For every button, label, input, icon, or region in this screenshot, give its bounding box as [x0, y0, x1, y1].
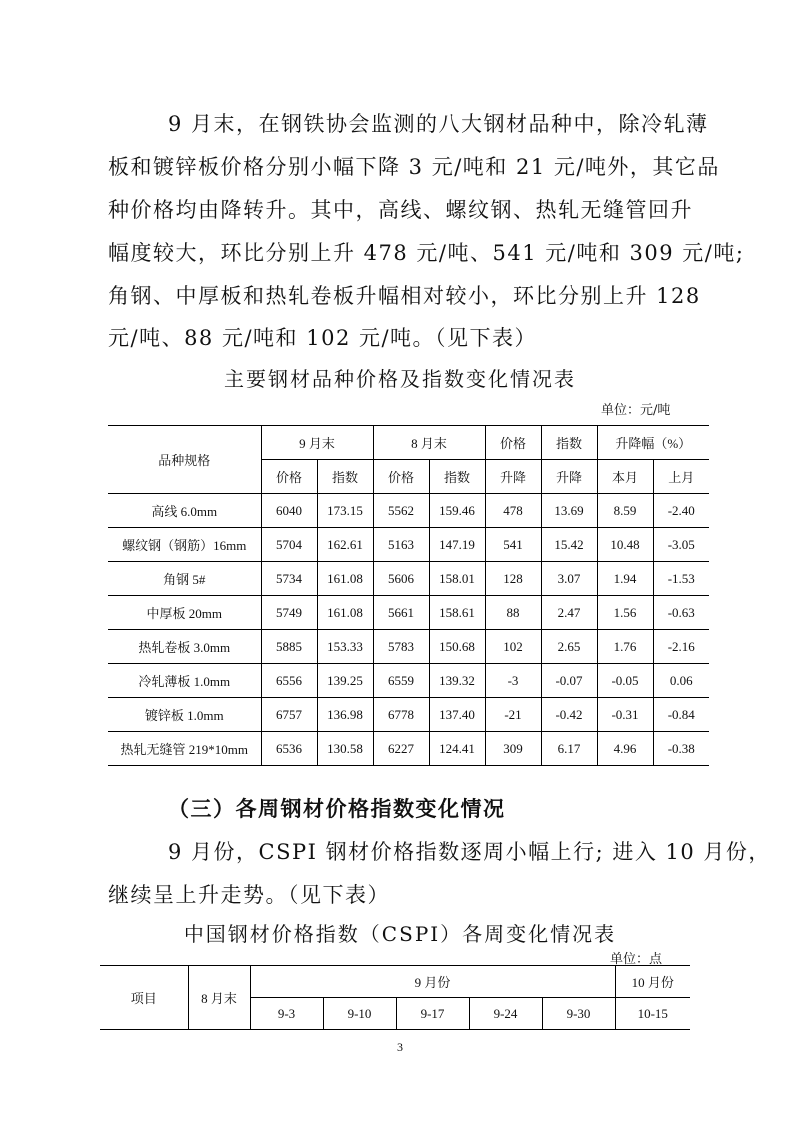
- table-row: [108, 630, 709, 664]
- table-cell: 15.42: [541, 528, 597, 562]
- week-9-17: 9-17: [396, 998, 469, 1030]
- table-cell: 6757: [261, 698, 317, 732]
- table-cell: 5562: [373, 494, 429, 528]
- header-last-month: 上月: [653, 460, 709, 494]
- steel-price-table-body: [108, 494, 709, 766]
- table-cell: 102: [485, 630, 541, 664]
- row-spec: 冷轧薄板 1.0mm: [108, 664, 261, 698]
- table-cell: 6227: [373, 732, 429, 766]
- table-cell: 541: [485, 528, 541, 562]
- row-spec: 高线 6.0mm: [108, 494, 261, 528]
- table-cell: 161.08: [317, 596, 373, 630]
- row-spec: 螺纹钢（钢筋）16mm: [108, 528, 261, 562]
- week-9-3: 9-3: [250, 998, 323, 1030]
- table-cell: 2.47: [541, 596, 597, 630]
- table-cell: -2.16: [653, 630, 709, 664]
- table-cell: 5704: [261, 528, 317, 562]
- week-9-24: 9-24: [469, 998, 542, 1030]
- table-cell: 1.76: [597, 630, 653, 664]
- table-cell: 6.17: [541, 732, 597, 766]
- table-cell: -0.31: [597, 698, 653, 732]
- table-cell: 158.01: [429, 562, 485, 596]
- header-october: 10 月份: [615, 966, 690, 998]
- table-cell: 139.32: [429, 664, 485, 698]
- table-row: [108, 528, 709, 562]
- table-cell: 1.94: [597, 562, 653, 596]
- header-spec: 品种规格: [108, 426, 261, 494]
- week-10-15: 10-15: [615, 998, 690, 1030]
- table-cell: 153.33: [317, 630, 373, 664]
- table-cell: -0.63: [653, 596, 709, 630]
- table-cell: 128: [485, 562, 541, 596]
- table-cell: 2.65: [541, 630, 597, 664]
- table-cell: 6536: [261, 732, 317, 766]
- row-spec: 热轧卷板 3.0mm: [108, 630, 261, 664]
- page-number: 3: [397, 1040, 403, 1054]
- table-row: [108, 698, 709, 732]
- header-item: 项目: [100, 966, 188, 1030]
- cspi-weekly-table: [100, 965, 690, 1030]
- table-cell: -0.07: [541, 664, 597, 698]
- table-cell: 162.61: [317, 528, 373, 562]
- table2-unit: 单位：点: [610, 952, 663, 967]
- table-cell: -0.05: [597, 664, 653, 698]
- table-cell: 161.08: [317, 562, 373, 596]
- table-row: [108, 664, 709, 698]
- table-cell: 6556: [261, 664, 317, 698]
- table-cell: -3.05: [653, 528, 709, 562]
- table-cell: 309: [485, 732, 541, 766]
- table-cell: 136.98: [317, 698, 373, 732]
- steel-price-table: [108, 425, 709, 766]
- table-cell: 8.59: [597, 494, 653, 528]
- header-aug-price: 价格: [373, 460, 429, 494]
- table-cell: 6040: [261, 494, 317, 528]
- table-cell: -0.84: [653, 698, 709, 732]
- table-cell: 5606: [373, 562, 429, 596]
- table-cell: 5734: [261, 562, 317, 596]
- table-cell: 5661: [373, 596, 429, 630]
- table1-title: 主要钢材品种价格及指数变化情况表: [224, 367, 576, 391]
- table-row: [108, 494, 709, 528]
- intro-line-6: 元/吨、88 元/吨和 102 元/吨。（见下表）: [108, 326, 538, 350]
- intro-line-3: 种价格均由降转升。其中，高线、螺纹钢、热轧无缝管回升: [108, 198, 693, 222]
- table-cell: -0.38: [653, 732, 709, 766]
- intro-line-5: 角钢、中厚板和热轧卷板升幅相对较小，环比分别上升 128: [108, 284, 701, 308]
- table-cell: 159.46: [429, 494, 485, 528]
- table-cell: 173.15: [317, 494, 373, 528]
- header-september: 9 月份: [250, 966, 615, 998]
- table-cell: 3.07: [541, 562, 597, 596]
- header-sep-index: 指数: [317, 460, 373, 494]
- header-change-range: 升降幅（%）: [597, 426, 709, 460]
- header-price-change: 价格: [485, 426, 541, 460]
- table-cell: 10.48: [597, 528, 653, 562]
- table-cell: 13.69: [541, 494, 597, 528]
- table-cell: 5163: [373, 528, 429, 562]
- table-cell: 0.06: [653, 664, 709, 698]
- week-9-30: 9-30: [542, 998, 615, 1030]
- header-price-change-2: 升降: [485, 460, 541, 494]
- table-cell: -0.42: [541, 698, 597, 732]
- table-cell: 150.68: [429, 630, 485, 664]
- table1-unit: 单位：元/吨: [601, 403, 671, 418]
- row-spec: 角钢 5#: [108, 562, 261, 596]
- section3-heading: （三）各周钢材价格指数变化情况: [168, 796, 506, 821]
- table-cell: 137.40: [429, 698, 485, 732]
- header-sep-end: 9 月末: [261, 426, 373, 460]
- table-cell: 5885: [261, 630, 317, 664]
- header-sep-price: 价格: [261, 460, 317, 494]
- row-spec: 热轧无缝管 219*10mm: [108, 732, 261, 766]
- section3-line-1: 9 月份，CSPI 钢材价格指数逐周小幅上行; 进入 10 月份，: [168, 840, 771, 864]
- section3-line-2: 继续呈上升走势。（见下表）: [108, 883, 390, 907]
- table-cell: 4.96: [597, 732, 653, 766]
- table-cell: -21: [485, 698, 541, 732]
- table-cell: 158.61: [429, 596, 485, 630]
- table-cell: 130.58: [317, 732, 373, 766]
- intro-line-4: 幅度较大，环比分别上升 478 元/吨、541 元/吨和 309 元/吨;: [108, 241, 745, 265]
- table-row: [108, 596, 709, 630]
- row-spec: 镀锌板 1.0mm: [108, 698, 261, 732]
- header-aug-end: 8 月末: [373, 426, 485, 460]
- intro-line-2: 板和镀锌板价格分别小幅下降 3 元/吨和 21 元/吨外，其它品: [108, 155, 720, 179]
- table-cell: 139.25: [317, 664, 373, 698]
- table-cell: 478: [485, 494, 541, 528]
- intro-line-1: 9 月末，在钢铁协会监测的八大钢材品种中，除冷轧薄: [168, 112, 709, 136]
- table-cell: 5783: [373, 630, 429, 664]
- table-cell: -3: [485, 664, 541, 698]
- table-cell: 124.41: [429, 732, 485, 766]
- table2-title: 中国钢材价格指数（CSPI）各周变化情况表: [183, 922, 617, 946]
- table-cell: -1.53: [653, 562, 709, 596]
- header-aug-end-2: 8 月末: [188, 966, 250, 1030]
- row-spec: 中厚板 20mm: [108, 596, 261, 630]
- header-aug-index: 指数: [429, 460, 485, 494]
- table-row: [108, 562, 709, 596]
- header-index-change: 指数: [541, 426, 597, 460]
- table-cell: -2.40: [653, 494, 709, 528]
- table-cell: 88: [485, 596, 541, 630]
- table-cell: 1.56: [597, 596, 653, 630]
- table-row: [108, 732, 709, 766]
- table-cell: 6778: [373, 698, 429, 732]
- table-cell: 5749: [261, 596, 317, 630]
- header-index-change-2: 升降: [541, 460, 597, 494]
- table-cell: 147.19: [429, 528, 485, 562]
- week-9-10: 9-10: [323, 998, 396, 1030]
- table-cell: 6559: [373, 664, 429, 698]
- header-this-month: 本月: [597, 460, 653, 494]
